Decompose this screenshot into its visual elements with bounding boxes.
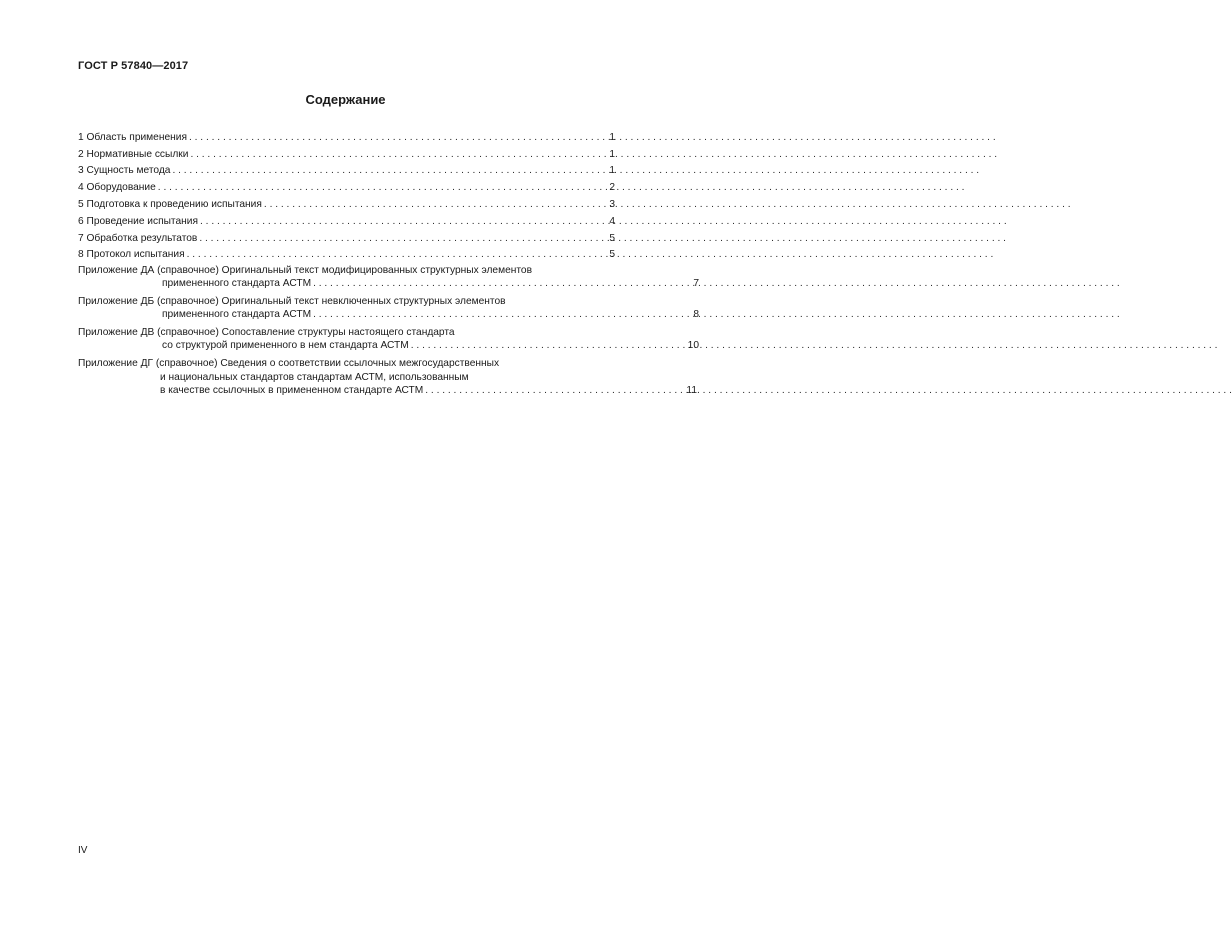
toc-entry-label: в качестве ссылочных в примененном стандарте АСТМ (160, 385, 424, 397)
toc-leader-dots (172, 163, 603, 178)
appendix-continuation-line: и национальных стандартов стандартам АСТМ, использованным (160, 372, 469, 384)
toc-entry-method-essence[interactable] (78, 162, 615, 179)
toc-leader-dots (190, 147, 603, 162)
page-number: IV (78, 845, 88, 856)
toc-entry-page: 1 (609, 131, 615, 143)
toc-entry-label: примененного стандарта АСТМ (162, 278, 312, 290)
appendix-title-line: Приложение ДГ (справочное) Сведения о соответствии ссылочных межгосударственных (78, 358, 500, 370)
toc-entry-label: 3 Сущность метода (78, 165, 171, 177)
toc-entry-page: 5 (609, 232, 615, 244)
toc-entry-test-preparation[interactable] (78, 195, 615, 212)
toc-leader-dots (200, 214, 603, 229)
toc-entry-appendix-dv[interactable] (78, 325, 699, 353)
toc-entry-test-report[interactable] (78, 246, 615, 263)
toc-entry-page: 5 (609, 249, 615, 261)
toc-entry-appendix-da[interactable] (78, 263, 699, 291)
appendix-last-line (78, 339, 699, 353)
toc-entry-page: 10 (687, 340, 699, 352)
appendix-title-line: Приложение ДА (справочное) Оригинальный текст модифицированных структурных элементов (78, 265, 533, 277)
toc-entry-scope[interactable] (78, 128, 615, 145)
toc-leader-dots (411, 338, 686, 353)
toc-entry-label: 5 Подготовка к проведению испытания (78, 198, 262, 210)
toc-entry-equipment[interactable] (78, 178, 615, 195)
toc-entry-page: 1 (609, 148, 615, 160)
toc-leader-dots (158, 180, 603, 195)
toc-entry-appendix-dg[interactable] (78, 356, 697, 398)
toc-entry-page: 8 (693, 309, 699, 321)
appendix-title-line: Приложение ДВ (справочное) Сопоставление структуры настоящего стандарта (78, 327, 455, 339)
toc-entry-page: 1 (609, 165, 615, 177)
toc-leader-dots (264, 197, 603, 212)
toc-entry-label: 6 Проведение испытания (78, 215, 198, 227)
toc-leader-dots (425, 383, 684, 398)
toc-entry-page: 7 (693, 278, 699, 290)
toc-entry-test-procedure[interactable] (78, 212, 615, 229)
toc-entry-label: со структурой примененного в нем стандарта АСТМ (162, 340, 409, 352)
toc-entry-label: 4 Оборудование (78, 182, 156, 194)
toc-entry-page: 4 (609, 215, 615, 227)
appendix-last-line (78, 277, 699, 291)
toc-entry-label: 2 Нормативные ссылки (78, 148, 189, 160)
toc-entry-page: 3 (609, 198, 615, 210)
toc-entry-label: 7 Обработка результатов (78, 232, 198, 244)
document-code: ГОСТ Р 57840—2017 (78, 60, 189, 72)
toc-entry-appendix-db[interactable] (78, 294, 699, 322)
appendix-last-line (78, 384, 697, 398)
toc-leader-dots (313, 307, 687, 322)
toc-leader-dots (313, 276, 687, 291)
toc-leader-dots (187, 247, 603, 262)
toc-entry-label: примененного стандарта АСТМ (162, 309, 312, 321)
toc-entry-page: 11 (686, 385, 697, 397)
toc-entry-results-processing[interactable] (78, 229, 615, 246)
appendix-last-line (78, 308, 699, 322)
toc-leader-dots (189, 130, 603, 145)
toc-entry-label: 1 Область применения (78, 131, 187, 143)
toc-title: Содержание (305, 92, 386, 107)
toc-entry-page: 2 (609, 182, 615, 194)
appendix-title-line: Приложение ДБ (справочное) Оригинальный текст невключенных структурных элементов (78, 296, 506, 308)
toc-leader-dots (199, 231, 603, 246)
table-of-contents (78, 128, 699, 401)
toc-entry-normative-references[interactable] (78, 145, 615, 162)
toc-entry-label: 8 Протокол испытания (78, 249, 185, 261)
